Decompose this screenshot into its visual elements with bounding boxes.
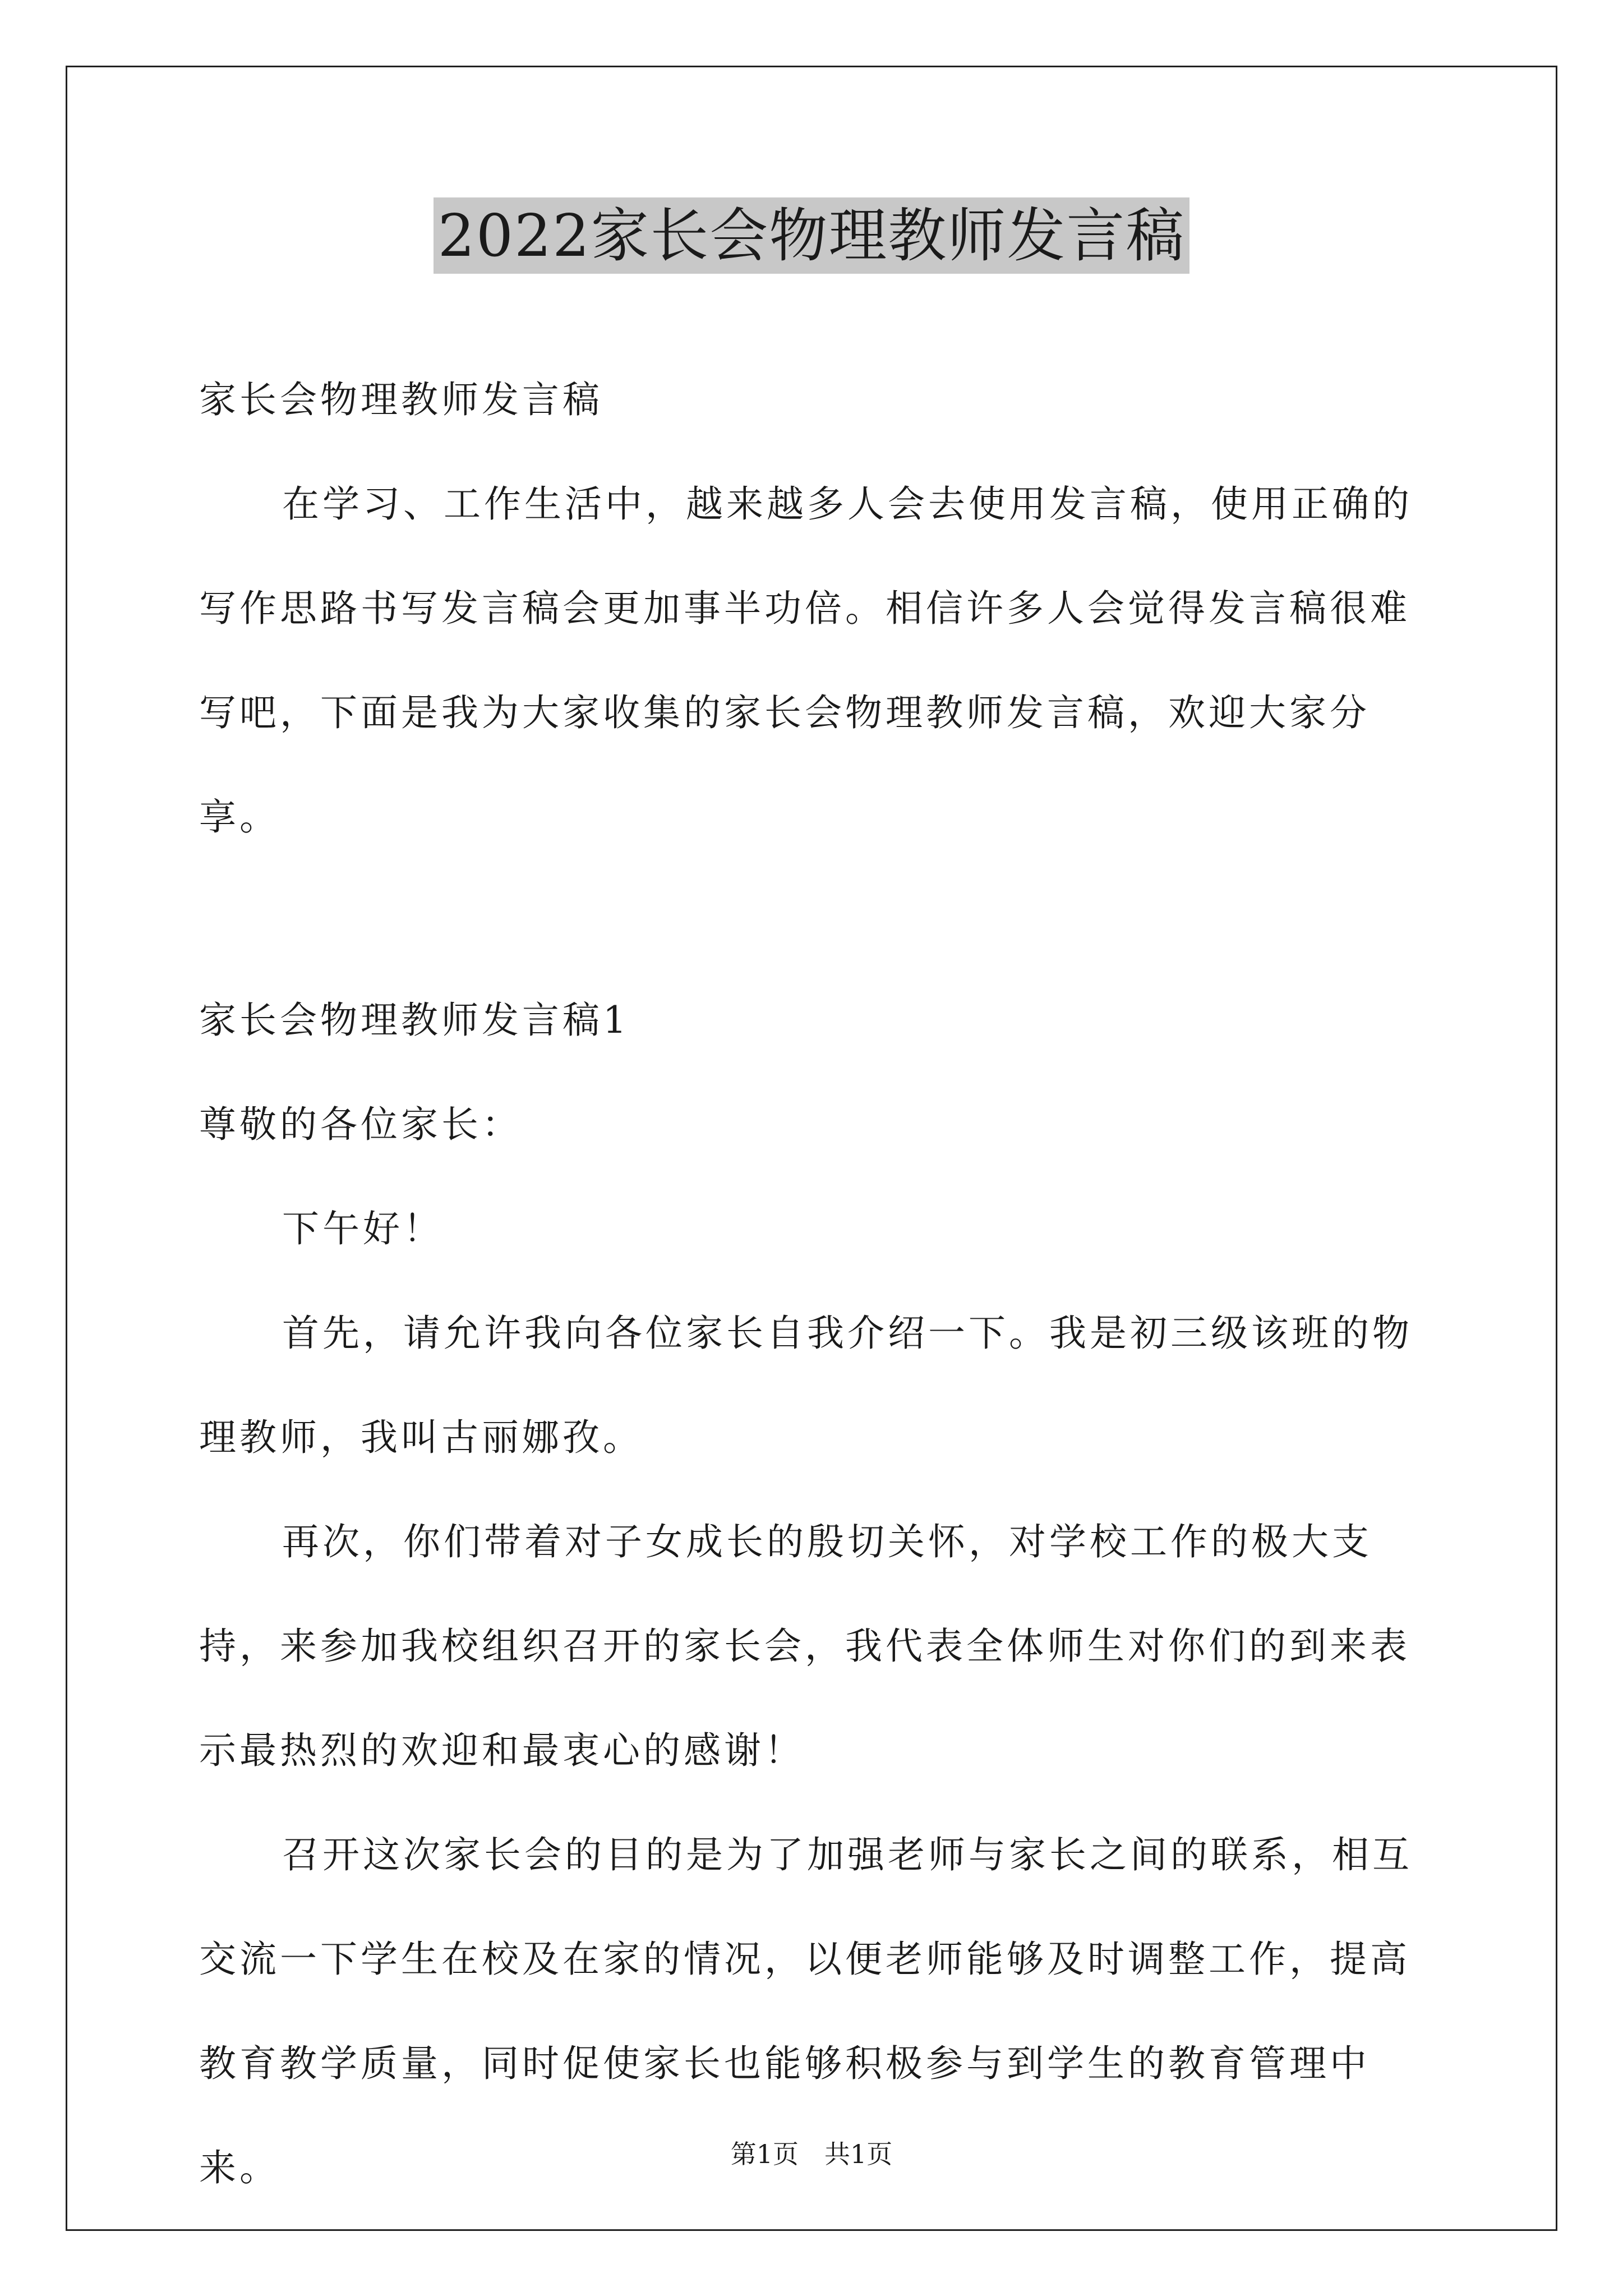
document-body [199,348,1438,2220]
intro-paragraph: 在学习、工作生活中，越来越多人会去使用发言稿，使用正确的写作思路书写发言稿会更加事半功倍。相信许多人会觉得发言稿很难写吧，下面是我为大家收集的家长会物理教师发言稿，欢迎大家分享。 [199,482,1413,839]
greeting: 下午好！ [282,1207,444,1250]
title-container [0,197,1623,274]
self-introduction-paragraph: 首先，请允许我向各位家长自我介绍一下。我是初三级该班的物理教师，我叫古丽娜孜。 [199,1312,1413,1459]
welcome-paragraph: 再次，你们带着对子女成长的殷切关怀，对学校工作的极大支持，来参加我校组织召开的家长会，我代表全体师生对你们的到来表示最热烈的欢迎和最衷心的感谢！ [199,1520,1410,1772]
subtitle-paragraph: 家长会物理教师发言稿 [199,378,603,421]
document-title: 2022家长会物理教师发言稿 [434,197,1190,274]
paragraph-spacer [199,869,1438,968]
section-heading: 家长会物理教师发言稿1 [199,999,630,1042]
salutation: 尊敬的各位家长： [199,1103,522,1146]
page-footer: 第1页 共1页 [730,2139,893,2169]
purpose-paragraph: 召开这次家长会的目的是为了加强老师与家长之间的联系，相互交流一下学生在校及在家的情况，以便老师能够及时调整工作，提高教育教学质量，同时促使家长也能够积极参与到学生的教育管理中来。 [199,1833,1413,2189]
